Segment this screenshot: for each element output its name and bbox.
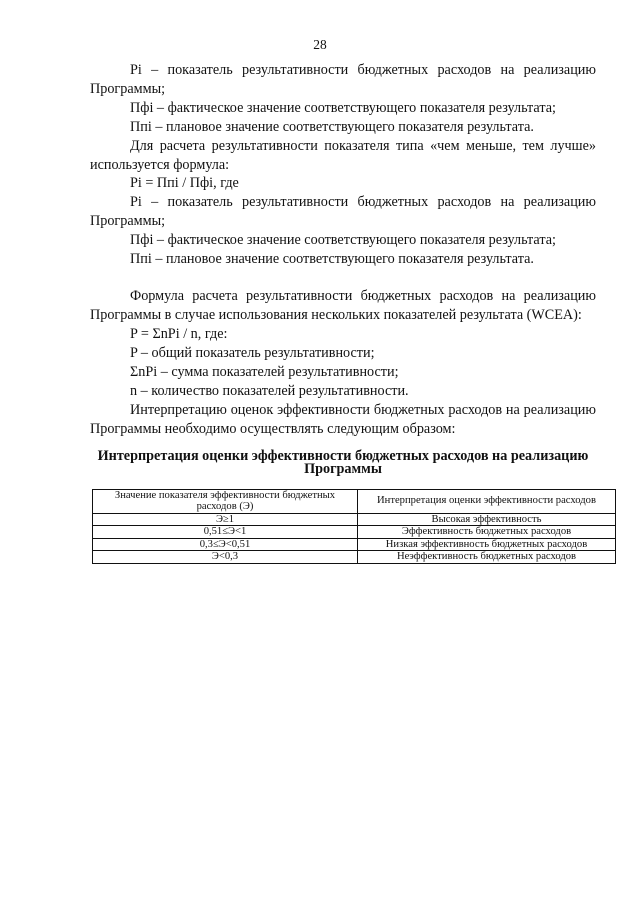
table-cell-interpretation: Эффективность бюджетных расходов: [358, 526, 616, 539]
table-row: [93, 551, 616, 564]
paragraph-wcea-intro: Формула расчета результативности бюджетных расходов на реализацию Программы в случае использования нескольких показателей результата (WCEA):: [90, 288, 596, 324]
table-row: [93, 513, 616, 526]
paragraph-pfi-definition: Пфi – фактическое значение соответствующего показателя результата;: [130, 99, 556, 116]
table-header-row: [93, 489, 616, 513]
paragraph-ppi-definition: Ппi – плановое значение соответствующего показателя результата.: [130, 118, 534, 135]
paragraph-n-definition: n – количество показателей результативности.: [130, 383, 409, 399]
paragraph-pi-definition: Pi – показатель результативности бюджетных расходов на реализацию Программы;: [90, 62, 596, 97]
paragraph-pfi-definition-2: Пфi – фактическое значение соответствующего показателя результата;: [130, 232, 556, 249]
column-header-interpretation: Интерпретация оценки эффективности расходов: [358, 489, 616, 513]
column-header-value: Значение показателя эффективности бюджетных расходов (Э): [93, 489, 358, 513]
table-row: [93, 526, 616, 539]
paragraph-sum-definition: ΣnPi – сумма показателей результативности;: [130, 364, 399, 381]
page-number: 28: [313, 37, 327, 52]
table-cell-value: Э≥1: [93, 513, 358, 526]
formula-pi: Pi = Ппi / Пфi, где: [130, 175, 239, 192]
table-cell-interpretation: Высокая эффективность: [358, 513, 616, 526]
table-row: [93, 538, 616, 551]
table-cell-interpretation: Неэффективность бюджетных расходов: [358, 551, 616, 564]
paragraph-ppi-definition-2: Ппi – плановое значение соответствующего показателя результата.: [130, 251, 534, 268]
efficiency-table: [92, 489, 616, 564]
paragraph-interpretation-intro: Интерпретацию оценок эффективности бюджетных расходов на реализацию Программы необходимо осуществлять следующим образом:: [90, 401, 596, 437]
paragraph-less-is-better-intro: Для расчета результативности показателя типа «чем меньше, тем лучше» используется формула:: [90, 137, 596, 173]
table-cell-value: 0,51≤Э<1: [93, 526, 358, 539]
table-cell-interpretation: Низкая эффективность бюджетных расходов: [358, 538, 616, 551]
table-cell-value: Э<0,3: [93, 551, 358, 564]
table-title: Интерпретация оценки эффективности бюджетных расходов на реализацию Программы: [97, 447, 589, 478]
table-cell-value: 0,3≤Э<0,51: [93, 538, 358, 551]
paragraph-pi-definition-2: Pi – показатель результативности бюджетных расходов на реализацию Программы;: [90, 194, 596, 230]
document-body: [90, 61, 596, 564]
paragraph-p-definition: P – общий показатель результативности;: [130, 345, 375, 362]
blank-line: [90, 269, 596, 288]
formula-p: P = ΣnPi / n, где:: [130, 326, 228, 343]
